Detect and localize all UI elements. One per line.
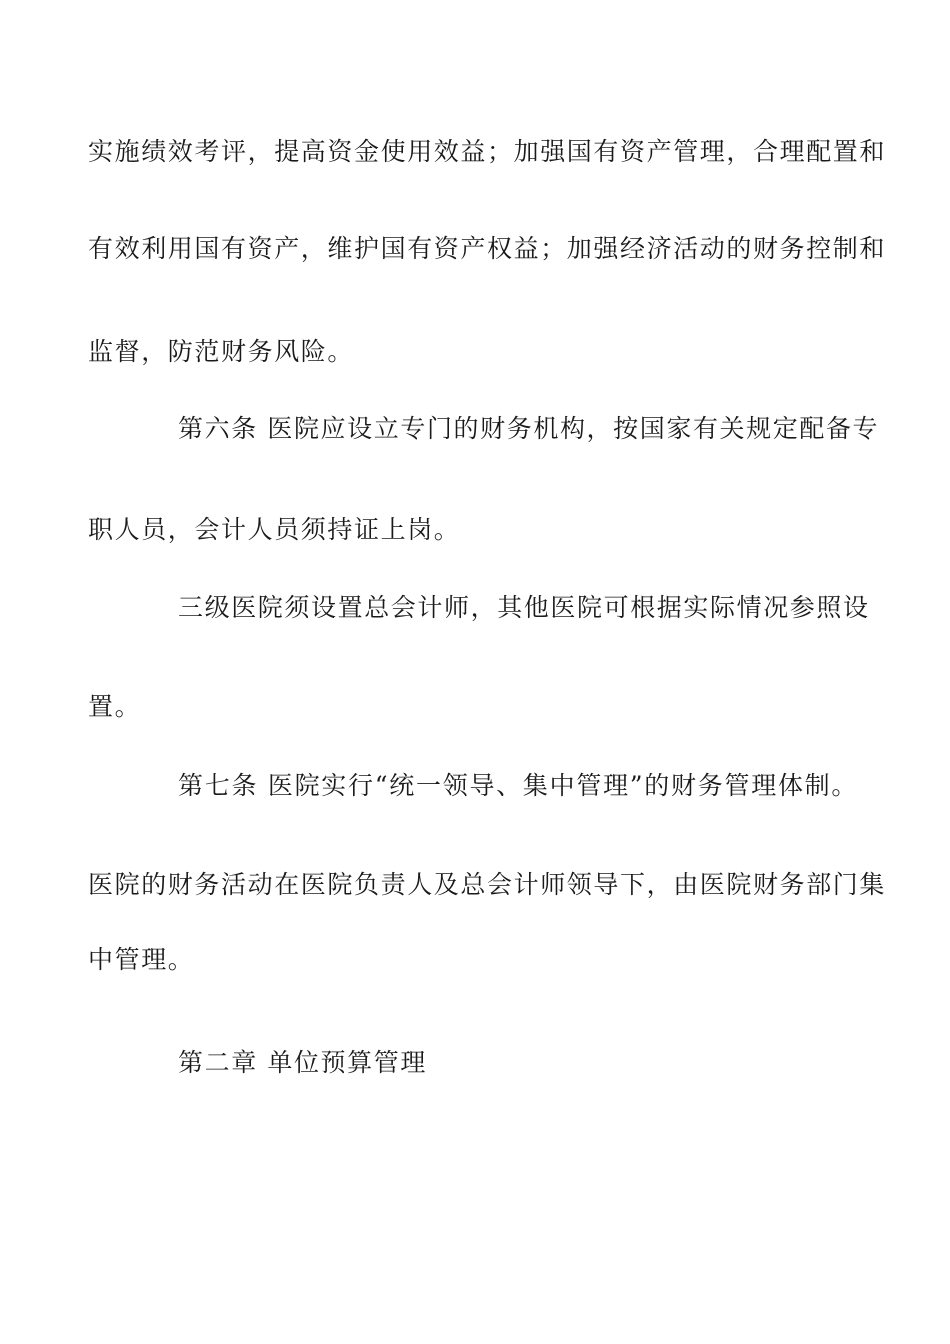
- chapter-heading: 第二章 单位预算管理: [178, 1048, 427, 1077]
- chief-accountant-line: 置。: [88, 692, 142, 721]
- paragraph-line: 实施绩效考评，提高资金使用效益；加强国有资产管理，合理配置和: [88, 137, 887, 166]
- paragraph-line: 有效利用国有资产，维护国有资产权益；加强经济活动的财务控制和: [88, 234, 887, 263]
- article-6-line: 职人员，会计人员须持证上岗。: [88, 515, 461, 544]
- article-7-line: 医院的财务活动在医院负责人及总会计师领导下，由医院财务部门集: [88, 870, 887, 899]
- paragraph-line: 监督，防范财务风险。: [88, 337, 355, 366]
- article-6-line: 第六条 医院应设立专门的财务机构，按国家有关规定配备专: [178, 414, 880, 443]
- article-7-line: 中管理。: [88, 945, 195, 974]
- chief-accountant-line: 三级医院须设置总会计师，其他医院可根据实际情况参照设: [178, 593, 870, 622]
- article-7-line: 第七条 医院实行“统一领导、集中管理”的财务管理体制。: [178, 771, 858, 800]
